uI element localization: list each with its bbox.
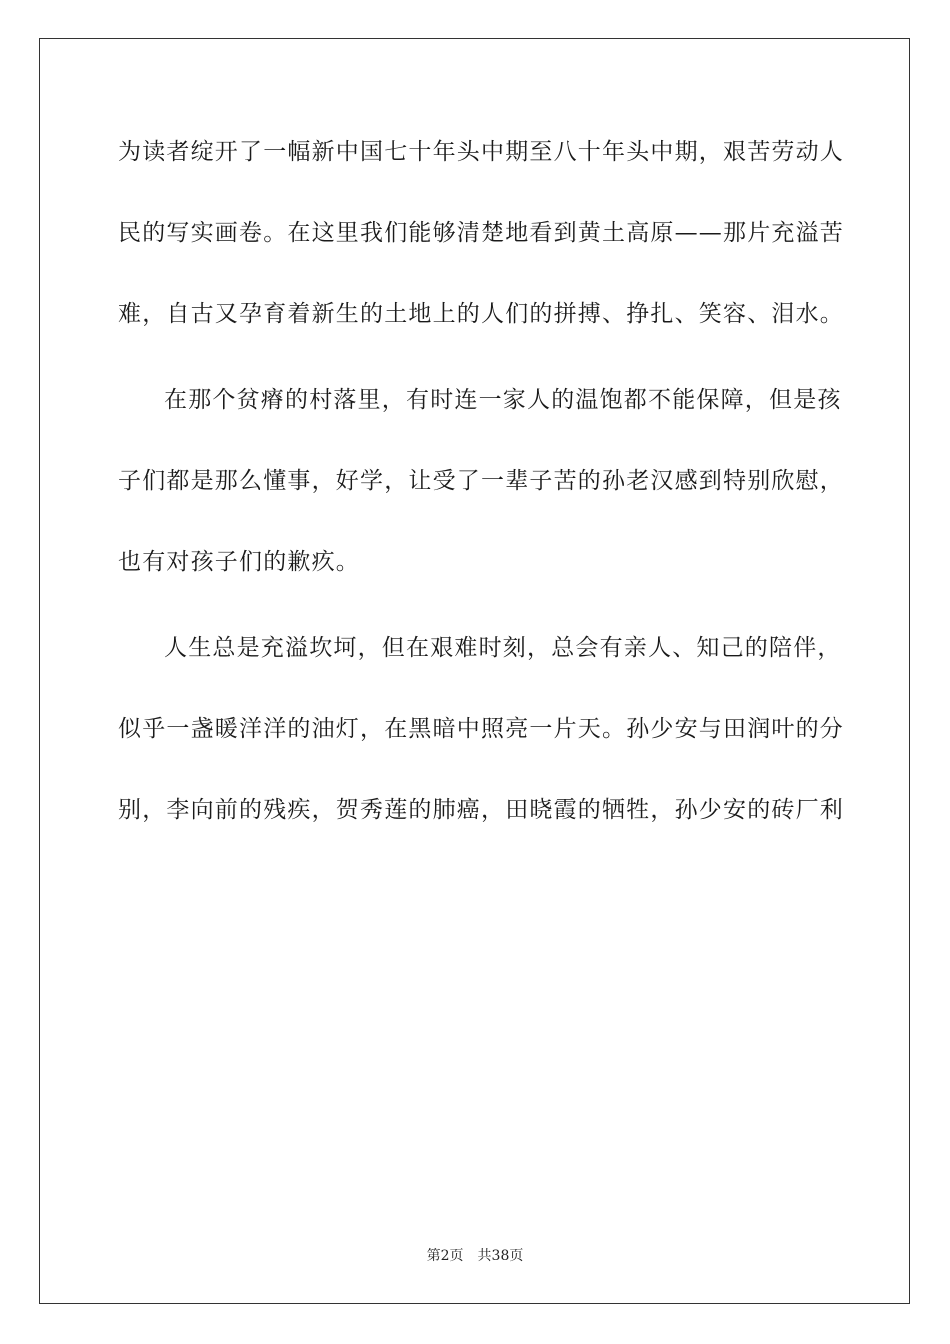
total-pages: 共38页 [477,1248,524,1264]
text-line: 也有对孩子们的歉疚。 [118,549,360,575]
text-line: 人生总是充溢坎坷，但在艰难时刻，总会有亲人、知己的陪伴， [164,635,842,661]
page-number: 第2页 [426,1248,464,1264]
text-line: 子们都是那么懂事，好学，让受了一辈子苦的孙老汉感到特别欣慰， [118,468,844,494]
text-line: 民的写实画卷。在这里我们能够清楚地看到黄土高原——那片充溢苦 [118,220,844,246]
text-line: 在那个贫瘠的村落里，有时连一家人的温饱都不能保障，但是孩 [164,387,842,413]
text-line: 似乎一盏暖洋洋的油灯，在黑暗中照亮一片天。孙少安与田润叶的分 [118,716,844,742]
document-body [118,128,844,867]
text-line: 难，自古又孕育着新生的土地上的人们的拼搏、挣扎、笑容、泪水。 [118,301,844,327]
page-footer [0,1245,950,1265]
text-line: 别，李向前的残疾，贺秀莲的肺癌，田晓霞的牺牲，孙少安的砖厂利 [118,797,844,823]
text-line: 为读者绽开了一幅新中国七十年头中期至八十年头中期，艰苦劳动人 [118,139,844,165]
